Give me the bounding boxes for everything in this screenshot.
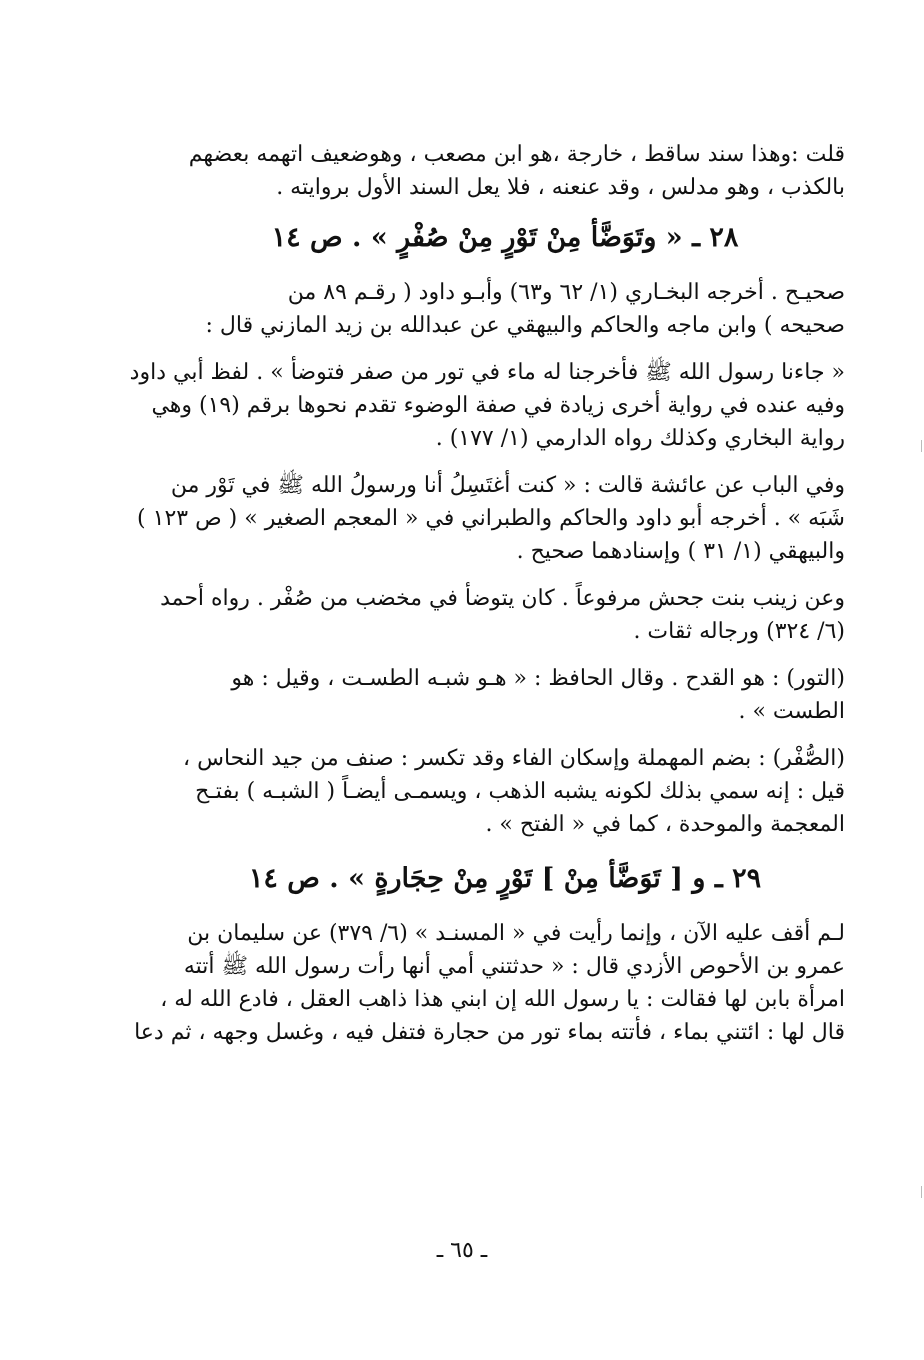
text-line: بالكذب ، وهو مدلس ، وقد عنعنه ، فلا يعل السند الأول بروايته . [276,175,845,200]
text-line: وفيه عنده في رواية أخرى زيادة في صفة الوضوء تقدم نحوها برقم (١٩) وهي [151,393,845,418]
text-line: قلت :وهذا سند ساقط ، خارجة ،هو ابن مصعب ، وهوضعيف اتهمه بعضهم [188,142,845,167]
text-line: (التور) : هو القدح . وقال الحافظ : « هـو شبـه الطسـت ، وقيل : هو [231,666,845,691]
text-line: امرأة بابن لها فقالت : يا رسول الله إن ابني هذا ذاهب العقل ، فادع الله له ، [160,987,845,1012]
text-line: رواية البخاري وكذلك رواه الدارمي (١/ ١٧٧) . [435,426,845,451]
scan-edge-mark [917,1186,922,1198]
text-line: الطست » . [738,699,845,724]
paragraph-7 [165,742,845,841]
paragraph-6 [165,662,845,728]
scan-edge-mark [917,440,922,452]
hadith-heading-29: ٢٩ ـ و [ تَوَضَّأ مِنْ ] تَوْرٍ مِنْ حِجَارةٍ » . ص ١٤ [248,863,762,894]
text-line: عمرو بن الأحوص الأزدي قال : « حدثتني أمي أنها رأت رسول الله ﷺ أتته [183,954,845,979]
text-line: صحيـح . أخرجه البخـاري (١/ ٦٢ و٦٣) وأبـو داود ( رقـم ٨٩ من [287,280,845,305]
text-line: « جاءنا رسول الله ﷺ فأخرجنا له ماء في تور من صفر فتوضأ » . لفظ أبي داود [129,360,845,385]
paragraph-8 [134,917,845,1049]
text-line: وعن زينب بنت جحش مرفوعاً . كان يتوضأ في مخضب من صُفْر . رواه أحمد [160,586,845,611]
paragraph-4 [137,469,845,568]
paragraph-2 [165,276,845,342]
text-line: (الصُّفْر) : بضم المهملة وإسكان الفاء وقد تكسر : صنف من جيد النحاس ، [183,746,845,771]
text-line: شَبَه » . أخرجه أبو داود والحاكم والطبراني في « المعجم الصغير » ( ص ١٢٣ ) [137,506,845,531]
page-body [129,138,845,1049]
text-line: قال لها : ائتني بماء ، فأتته بماء تور من حجارة فتفل فيه ، وغسل وجهه ، ثم دعا [134,1020,845,1045]
hadith-heading-28: ٢٨ ـ « وتَوَضَّأ مِنْ تَوْرٍ مِنْ صُفْرٍ » . ص ١٤ [271,222,739,253]
text-line: صحيحه ) وابن ماجه والحاكم والبيهقي عن عبدالله بن زيد المازني قال : [205,313,845,338]
page-number: ـ ٦٥ ـ [436,1238,488,1263]
text-line: لـم أقف عليه الآن ، وإنما رأيت في « المسنـد » (٦/ ٣٧٩) عن سليمان بن [187,921,845,946]
text-line: (٦/ ٣٢٤) ورجاله ثقات . [633,619,845,644]
text-line: قيل : إنه سمي بذلك لكونه يشبه الذهب ، ويسمـى أيضـاً ( الشبـه ) بفتـح [195,779,845,804]
text-line: والبيهقي (١/ ٣١ ) وإسنادهما صحيح . [516,539,845,564]
paragraph-1 [165,138,845,204]
text-line: المعجمة والموحدة ، كما في « الفتح » . [485,812,845,837]
paragraph-3 [129,356,845,455]
text-line: وفي الباب عن عائشة قالت : « كنت أغتَسِلُ أنا ورسولُ الله ﷺ في تَوْر من [170,473,845,498]
paragraph-5 [160,582,845,648]
